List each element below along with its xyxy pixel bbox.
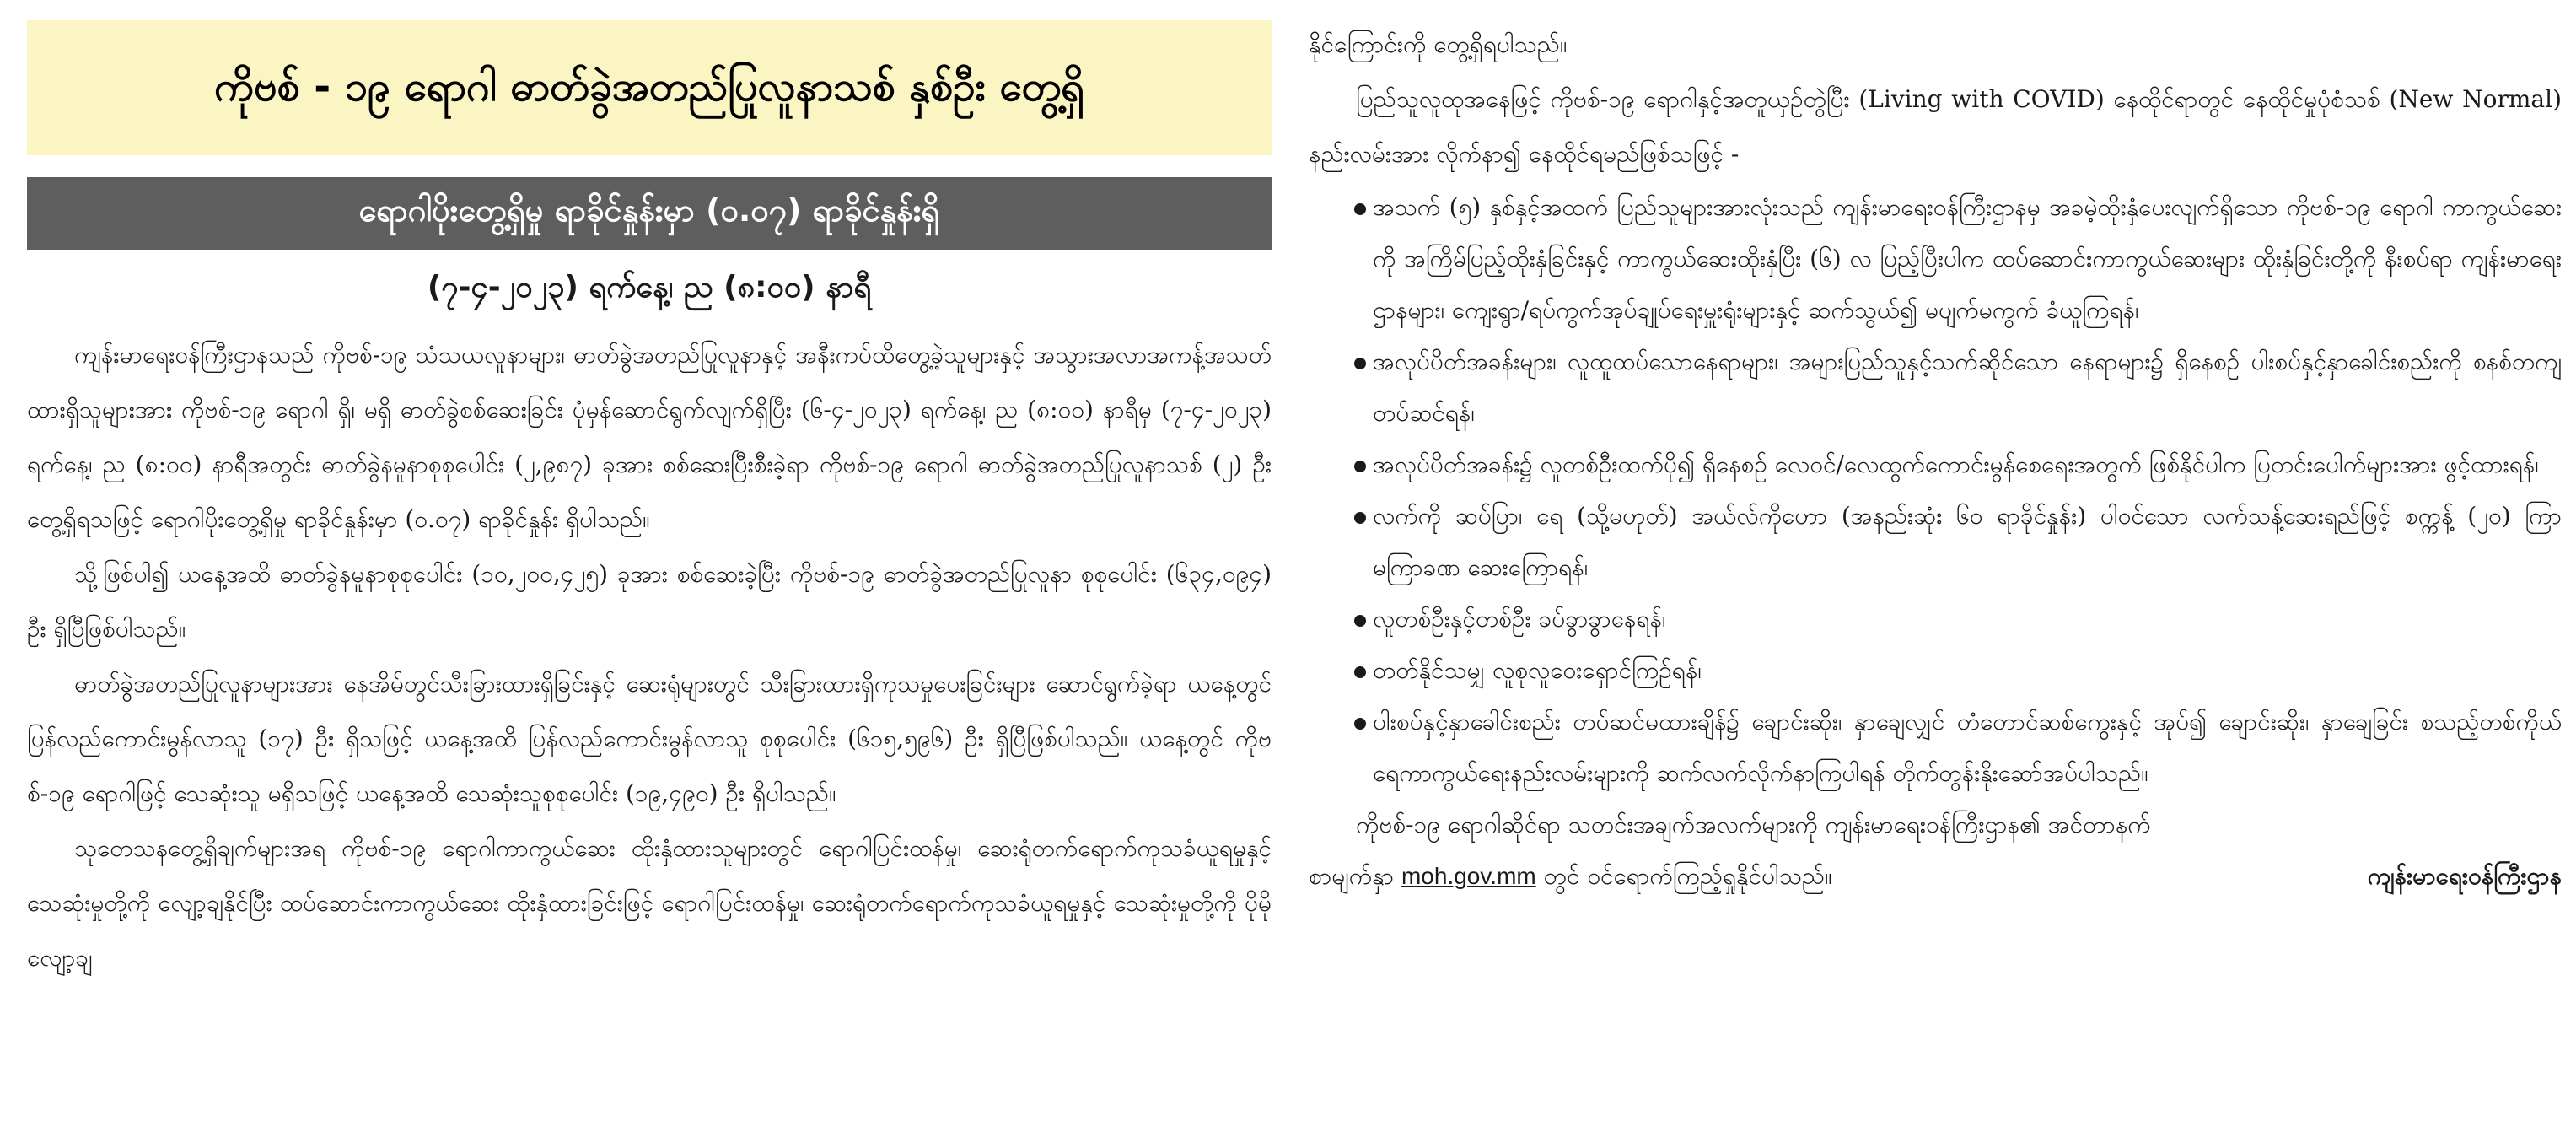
dateline: (၇-၄-၂၀၂၃) ရက်နေ့၊ ည (၈:၀၀) နာရီ: [427, 270, 872, 305]
new-normal-intro: ပြည်သူလူထုအနေဖြင့် ကိုဗစ်-၁၉ ရောဂါနှင့်အတူယှဉ်တွဲပြီး (Living with COVID) နေထိုင်ရာတွင် နေထိုင်မှုပုံစံသစ် (New Normal) နည်းလမ်းအား လိုက်နာ၍ နေထိုင်ရမည်ဖြစ်သဖြင့် -: [1309, 85, 2562, 168]
list-item: [1309, 593, 2562, 644]
bullet-icon: [1354, 512, 1366, 524]
list-item: [1309, 439, 2562, 490]
bullet-icon: [1354, 718, 1366, 730]
right-column: [1309, 17, 2562, 1139]
list-item: [1309, 644, 2562, 696]
headline: ကိုဗစ် - ၁၉ ရောဂါ ဓာတ်ခွဲအတည်ပြုလူနာသစ် နှစ်ဦး တွေ့ရှိ: [214, 63, 1084, 111]
list-item: [1309, 696, 2562, 799]
bullet-icon: [1354, 461, 1366, 472]
contact-prefix: စာမျက်နှာ: [1309, 862, 1395, 890]
contact-suffix: တွင် ဝင်ရောက်ကြည့်ရှုနိုင်ပါသည်။: [1543, 862, 1832, 890]
contact-info-line-2: [1309, 850, 2562, 902]
body-paragraph-2: သို့ဖြစ်ပါ၍ ယနေ့အထိ ဓာတ်ခွဲနမူနာစုစုပေါင်း (၁၀,၂၀၀,၄၂၅) ခုအား စစ်ဆေးခဲ့ပြီး ကိုဗစ်-၁၉ ဓာတ်ခွဲအတည်ပြုလူနာ စုစုပေါင်း (၆၃၄,၀၉၄) ဦး ရှိပြီဖြစ်ပါသည်။: [27, 560, 1272, 643]
list-item-text: ပါးစပ်နှင့်နှာခေါင်းစည်း တပ်ဆင်မထားချိန်၌ ချောင်းဆိုး၊ နှာချေလျှင် တံတောင်ဆစ်ကွေးနှင့် အုပ်၍ ချောင်းဆိုး၊ နှာချေခြင်း စသည့်တစ်ကိုယ်ရေကာကွယ်ရေးနည်းလမ်းများကို ဆက်လက်လိုက်နာကြပါရန် တိုက်တွန်းနိုးဆော်အပ်ပါသည်။: [1373, 708, 2562, 787]
contact-info: ကိုဗစ်-၁၉ ရောဂါဆိုင်ရာ သတင်းအချက်အလက်များကို ကျန်းမာရေးဝန်ကြီးဌာန၏ အင်တာနက်: [1356, 811, 2151, 838]
list-item-text: လက်ကို ဆပ်ပြာ၊ ရေ (သို့မဟုတ်) အယ်လ်ကိုဟော (အနည်းဆုံး ၆၀ ရာခိုင်နှုန်း) ပါဝင်သော လက်သန့်ဆေးရည်ဖြင့် စက္ကန့် (၂၀) ကြာ မကြာခဏ ဆေးကြောရန်၊: [1373, 502, 2562, 581]
list-item: [1309, 181, 2562, 336]
website-link[interactable]: moh.gov.mm: [1401, 863, 1536, 889]
list-item-text: လူတစ်ဦးနှင့်တစ်ဦး ခပ်ခွာခွာနေရန်၊: [1373, 605, 1666, 633]
list-item-text: အလုပ်ပိတ်အခန်းများ၊ လူထူထပ်သောနေရာများ၊ အများပြည်သူနှင့်သက်ဆိုင်သော နေရာများ၌ ရှိနေစဉ် ပါးစပ်နှင့်နှာခေါင်းစည်းကို စနစ်တကျတပ်ဆင်ရန်၊: [1373, 348, 2562, 427]
list-item: [1309, 336, 2562, 439]
continuation-text: နိုင်ကြောင်းကို တွေ့ရှိရပါသည်။: [1309, 30, 1568, 58]
bullet-icon: [1354, 358, 1366, 369]
body-paragraph-4: သုတေသနတွေ့ရှိချက်များအရ ကိုဗစ်-၁၉ ရောဂါကာကွယ်ဆေး ထိုးနှံထားသူများတွင် ရောဂါပြင်းထန်မှု၊ ဆေးရုံတက်ရောက်ကုသခံယူရမှုနှင့် သေဆုံးမှုတို့ကို လျော့ချနိုင်ပြီး ထပ်ဆောင်းကာကွယ်ဆေး ထိုးနှံထားခြင်းဖြင့် ရောဂါပြင်းထန်မှု၊ ဆေးရုံတက်ရောက်ကုသခံယူရမှုနှင့် သေဆုံးမှုတို့ကို ပိုမိုလျော့ချ: [27, 834, 1272, 972]
bullet-icon: [1354, 203, 1366, 215]
guidance-list: [1309, 181, 2562, 799]
body-paragraph-3: ဓာတ်ခွဲအတည်ပြုလူနာများအား နေအိမ်တွင်သီးခြားထားရှိခြင်းနှင့် ဆေးရုံများတွင် သီးခြားထားရှိကုသမှုပေးခြင်းများ ဆောင်ရွက်ခဲ့ရာ ယနေ့တွင် ပြန်လည်ကောင်းမွန်လာသူ (၁၇) ဦး ရှိသဖြင့် ယနေ့အထိ ပြန်လည်ကောင်းမွန်လာသူ စုစုပေါင်း (၆၁၅,၅၉၆) ဦး ရှိပြီဖြစ်ပါသည်။ ယနေ့တွင် ကိုဗစ်-၁၉ ရောဂါဖြင့် သေဆုံးသူ မရှိသဖြင့် ယနေ့အထိ သေဆုံးသူစုစုပေါင်း (၁၉,၄၉၀) ဦး ရှိပါသည်။: [27, 670, 1272, 807]
left-column: [27, 20, 1272, 1142]
body-paragraph-1: ကျန်းမာရေးဝန်ကြီးဌာနသည် ကိုဗစ်-၁၉ သံသယလူနာများ၊ ဓာတ်ခွဲအတည်ပြုလူနာနှင့် အနီးကပ်ထိတွေ့ခဲ့သူများနှင့် အသွားအလာအကန့်အသတ်ထားရှိသူများအား ကိုဗစ်-၁၉ ရောဂါ ရှိ၊ မရှိ ဓာတ်ခွဲစစ်ဆေးခြင်း ပုံမှန်ဆောင်ရွက်လျက်ရှိပြီး (၆-၄-၂၀၂၃) ရက်နေ့၊ ည (၈:၀၀) နာရီမှ (၇-၄-၂၀၂၃) ရက်နေ့၊ ည (၈:၀၀) နာရီအတွင်း ဓာတ်ခွဲနမူနာစုစုပေါင်း (၂,၉၈၇) ခုအား စစ်ဆေးပြီးစီးခဲ့ရာ ကိုဗစ်-၁၉ ရောဂါ ဓာတ်ခွဲအတည်ပြုလူနာသစ် (၂) ဦး တွေ့ရှိရသဖြင့် ရောဂါပိုးတွေ့ရှိမှု ရာခိုင်နှုန်းမှာ (၀.၀၇) ရာခိုင်နှုန်း ရှိပါသည်။: [27, 341, 1272, 533]
headline-banner: [27, 20, 1272, 155]
subheadline: ရောဂါပိုးတွေ့ရှိမှု ရာခိုင်နှုန်းမှာ (၀.၀၇) ရာခိုင်နှုန်းရှိ: [358, 191, 940, 229]
list-item-text: အလုပ်ပိတ်အခန်း၌ လူတစ်ဦးထက်ပို၍ ရှိနေစဉ် လေဝင်/လေထွက်ကောင်းမွန်စေရေးအတွက် ဖြစ်နိုင်ပါက ပြတင်းပေါက်များအား ဖွင့်ထားရန်၊: [1373, 450, 2539, 478]
issuer-signature: ကျန်းမာရေးဝန်ကြီးဌာန: [2367, 862, 2562, 890]
contact-info-continued: [1309, 850, 1831, 902]
bullet-icon: [1354, 666, 1366, 678]
list-item-text: တတ်နိုင်သမျှ လူစုလူဝေးရှောင်ကြဉ်ရန်၊: [1373, 656, 1702, 684]
bullet-icon: [1354, 615, 1366, 627]
list-item-text: အသက် (၅) နှစ်နှင့်အထက် ပြည်သူများအားလုံးသည် ကျန်းမာရေးဝန်ကြီးဌာနမှ အခမဲ့ထိုးနှံပေးလျက်ရှိသော ကိုဗစ်-၁၉ ရောဂါ ကာကွယ်ဆေးကို အကြိမ်ပြည့်ထိုးနှံခြင်းနှင့် ကာကွယ်ဆေးထိုးနှံပြီး (၆) လ ပြည့်ပြီးပါက ထပ်ဆောင်းကာကွယ်ဆေးများ ထိုးနှံခြင်းတို့ကို နီးစပ်ရာ ကျန်းမာရေးဌာနများ၊ ကျေးရွာ/ရပ်ကွက်အုပ်ချုပ်ရေးမှူးရုံးများနှင့် ဆက်သွယ်၍ မပျက်မကွက် ခံယူကြရန်၊: [1373, 193, 2562, 324]
list-item: [1309, 490, 2562, 593]
subheadline-bar: [27, 177, 1272, 250]
